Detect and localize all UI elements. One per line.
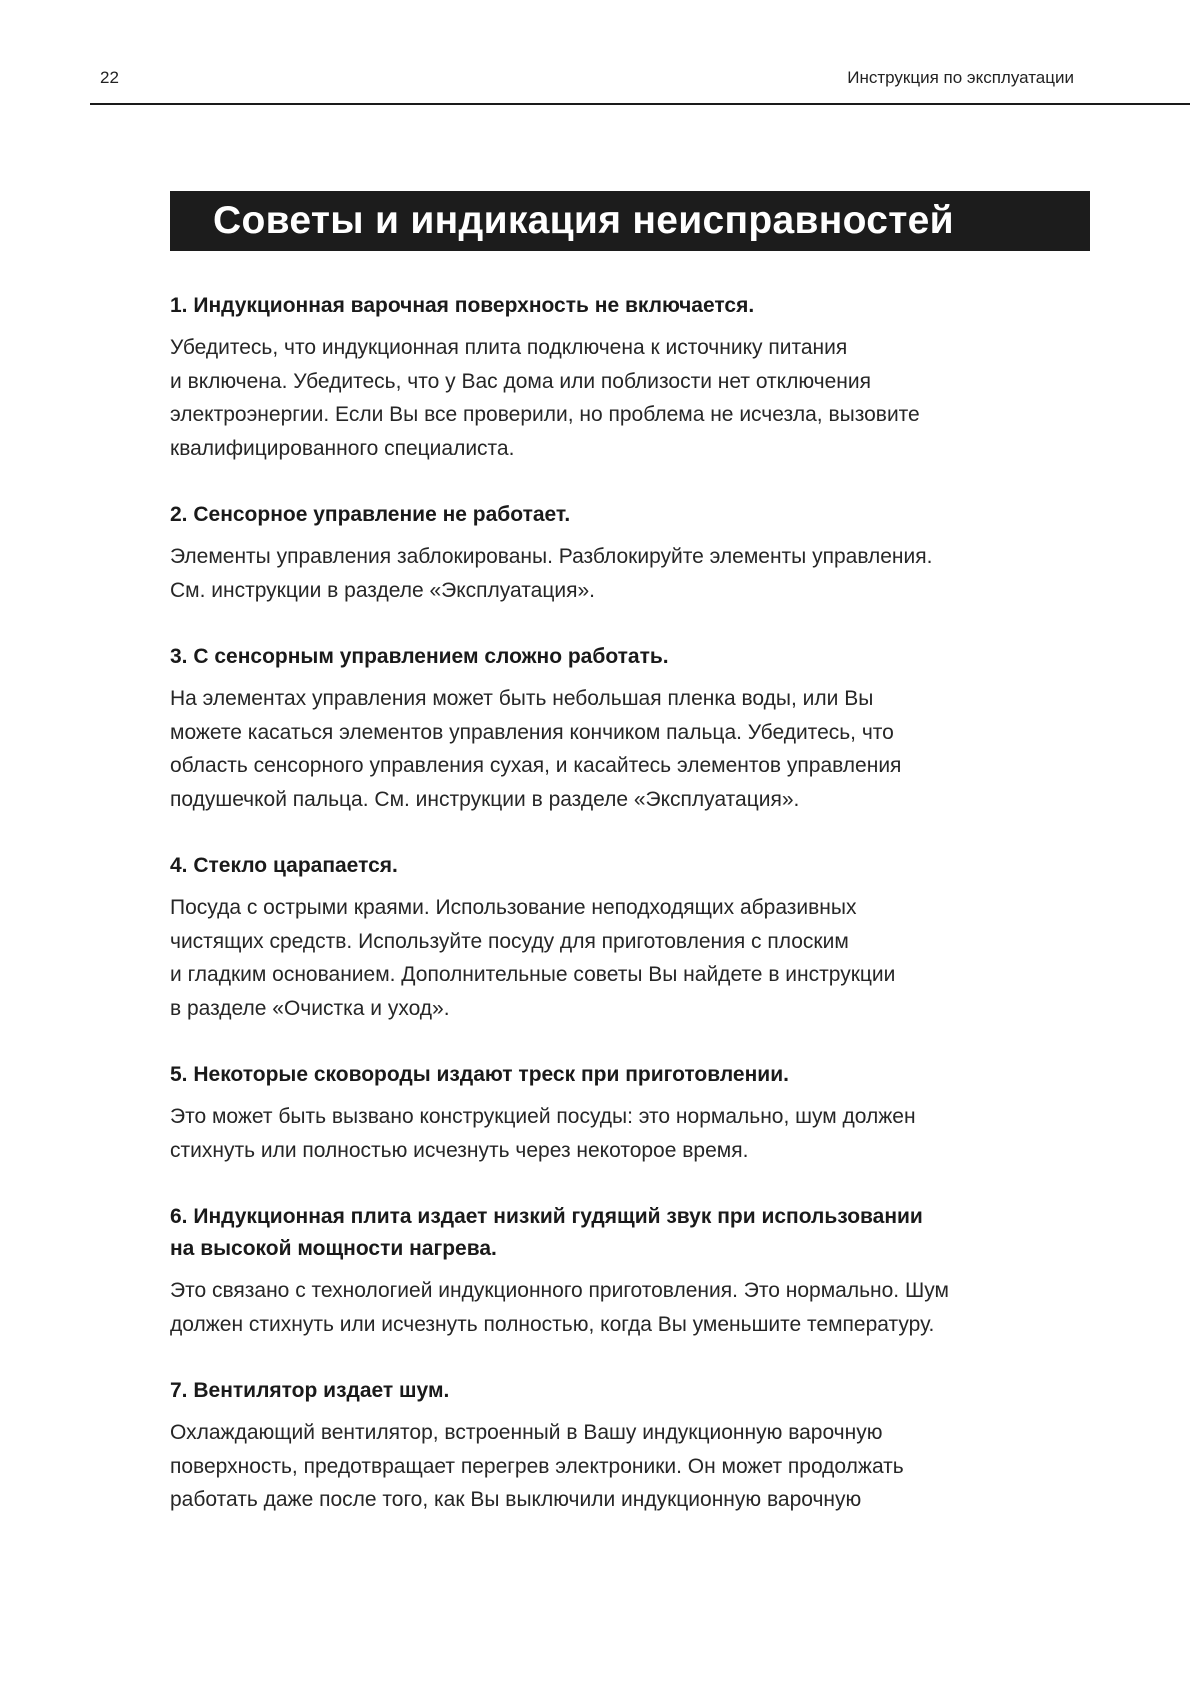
- page-number: 22: [100, 68, 119, 87]
- troubleshooting-item: [170, 850, 1100, 1025]
- item-body: Элементы управления заблокированы. Разблокируйте элементы управления. См. инструкции в разделе «Эксплуатация».: [170, 545, 933, 602]
- troubleshooting-list: [170, 290, 1100, 1551]
- troubleshooting-item: [170, 1375, 1100, 1517]
- item-body: Это связано с технологией индукционного приготовления. Это нормально. Шум должен стихнуть или исчезнуть полностью, когда Вы уменьшите температуру.: [170, 1279, 949, 1336]
- item-body: Убедитесь, что индукционная плита подключена к источнику питания и включена. Убедитесь, что у Вас дома или поблизости нет отключения электроэнергии. Если Вы все проверили, но проблема не исчезла, вызовите квалифицированного специалиста.: [170, 336, 920, 460]
- item-heading: 1. Индукционная варочная поверхность не включается.: [170, 294, 755, 317]
- item-heading: 5. Некоторые сковороды издают треск при приготовлении.: [170, 1063, 789, 1086]
- troubleshooting-item: [170, 1059, 1100, 1167]
- item-heading: 3. С сенсорным управлением сложно работать.: [170, 645, 669, 668]
- item-body: Посуда с острыми краями. Использование неподходящих абразивных чистящих средств. Используйте посуду для приготовления с плоским и гладким основанием. Дополнительные советы Вы найдете в инструкции в разделе «Очистка и уход».: [170, 896, 896, 1020]
- item-heading: 4. Стекло царапается.: [170, 854, 398, 877]
- item-heading: 6. Индукционная плита издает низкий гудящий звук при использовании на высокой мощности нагрева.: [170, 1205, 923, 1260]
- troubleshooting-item: [170, 499, 1100, 607]
- item-body: Это может быть вызвано конструкцией посуды: это нормально, шум должен стихнуть или полностью исчезнуть через некоторое время.: [170, 1105, 916, 1162]
- item-body: Охлаждающий вентилятор, встроенный в Вашу индукционную варочную поверхность, предотвращает перегрев электроники. Он может продолжать работать даже после того, как Вы выключили индукционную варочную: [170, 1421, 904, 1511]
- troubleshooting-item: [170, 1201, 1100, 1341]
- troubleshooting-item: [170, 641, 1100, 816]
- item-heading: 7. Вентилятор издает шум.: [170, 1379, 450, 1402]
- item-body: На элементах управления может быть небольшая пленка воды, или Вы можете касаться элементов управления кончиком пальца. Убедитесь, что область сенсорного управления сухая, и касайтесь элементов управления подушечкой пальца. См. инструкции в разделе «Эксплуатация».: [170, 687, 902, 811]
- running-header-title: Инструкция по эксплуатации: [847, 68, 1074, 87]
- header-divider: [90, 103, 1190, 105]
- troubleshooting-item: [170, 290, 1100, 465]
- section-title-bar: [170, 191, 1090, 251]
- section-title: Советы и индикация неисправностей: [213, 199, 954, 242]
- item-heading: 2. Сенсорное управление не работает.: [170, 503, 571, 526]
